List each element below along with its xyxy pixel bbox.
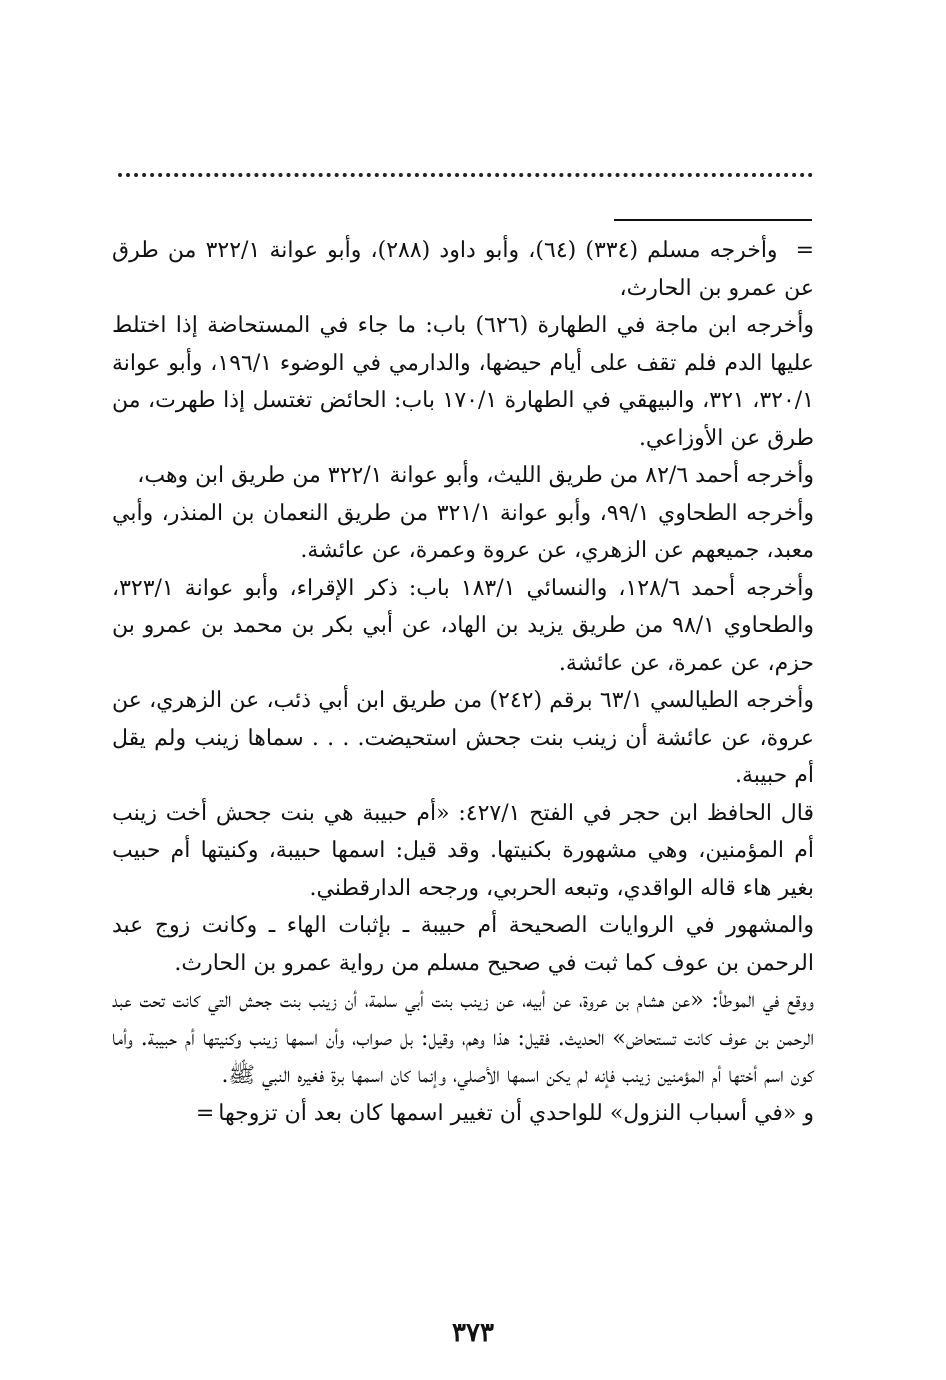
footnote-paragraph: وأخرجه ابن ماجة في الطهارة (٦٢٦) باب: ما جاء في المستحاضة إذا اختلط عليها الدم فلم تقف على أيام حيضها، والدارمي في الوضوء ١٩٦/١، وأبو عوانة ٣٢٠/١، ٣٢١، والبيهقي في الطهارة ١٧٠/١ باب: الحائض تغتسل إذا طهرت، من طرق عن الأوزاعي. (112, 313, 815, 451)
footnote-rule (614, 219, 812, 221)
continuation-marker: = (795, 238, 814, 263)
page-number: ٣٧٣ (452, 1318, 494, 1348)
end-continuation-marker: = (195, 1100, 215, 1126)
footnote-paragraph: وأخرجه الطحاوي ٩٩/١، وأبو عوانة ٣٢١/١ من طريق النعمان بن المنذر، وأبي معبد، جميعهم عن الزهري، عن عروة وعمرة، عن عائشة. (112, 500, 815, 563)
footnote-body (112, 232, 814, 1132)
footnote-paragraph: والمشهور في الروايات الصحيحة أم حبيبة ـ بإثبات الهاء ـ وكانت زوج عبد الرحمن بن عوف كما ثبت في صحيح مسلم من رواية عمرو بن الحارث. (112, 913, 814, 976)
footnote-paragraph: وأخرجه أحمد ١٢٨/٦، والنسائي ١٨٣/١ باب: ذكر الإقراء، وأبو عوانة ٣٢٣/١، والطحاوي ٩٨/١ من طريق يزيد بن الهاد، عن أبي بكر بن محمد بن عمرو بن حزم، عن عمرة، عن عائشة. (112, 575, 815, 676)
footnote-paragraph: ووقع في الموطأ: «عن هشام بن عروة، عن أبيه، عن زينب بنت أبي سلمة، أن زينب بنت جحش التي كانت تحت عبد الرحمن بن عوف كانت تستحاض» الحديث. فقيل: هذا وهم، وقيل: بل صواب، وأن اسمها زينب وكنيتها أم حبيبة. وأما كون اسم أختها أم المؤمنين زينب فإنه لم يكن اسمها الأصلي، وإنما كان اسمها برة فغيره النبي ﷺ. (112, 988, 814, 1088)
footnote-paragraph: قال الحافظ ابن حجر في الفتح ٤٢٧/١: «أم حبيبة هي بنت جحش أخت زينب أم المؤمنين، وهي مشهورة بكنيتها. وقد قيل: اسمها حبيبة، وكنيتها أم حبيب بغير هاء قاله الواقدي، وتبعه الحربي، ورجحه الدارقطني. (112, 800, 815, 901)
footnote-paragraph: و «في أسباب النزول» للواحدي أن تغيير اسمها كان بعد أن تزوجها= (195, 1100, 814, 1126)
dotted-separator (118, 173, 813, 177)
footnote-paragraph: =وأخرجه مسلم (٣٣٤) (٦٤)، وأبو داود (٢٨٨)، وأبو عوانة ٣٢٢/١ من طرق عن عمرو بن الحارث، (112, 232, 814, 307)
footnote-paragraph: وأخرجه الطيالسي ٦٣/١ برقم (٢٤٢) من طريق ابن أبي ذئب، عن الزهري، عن عروة، عن عائشة أن زينب بنت جحش استحيضت. . . . سماها زينب ولم يقل أم حبيبة. (112, 688, 814, 788)
footnote-paragraph: وأخرجه أحمد ٨٢/٦ من طريق الليث، وأبو عوانة ٣٢٢/١ من طريق ابن وهب، (137, 463, 814, 488)
